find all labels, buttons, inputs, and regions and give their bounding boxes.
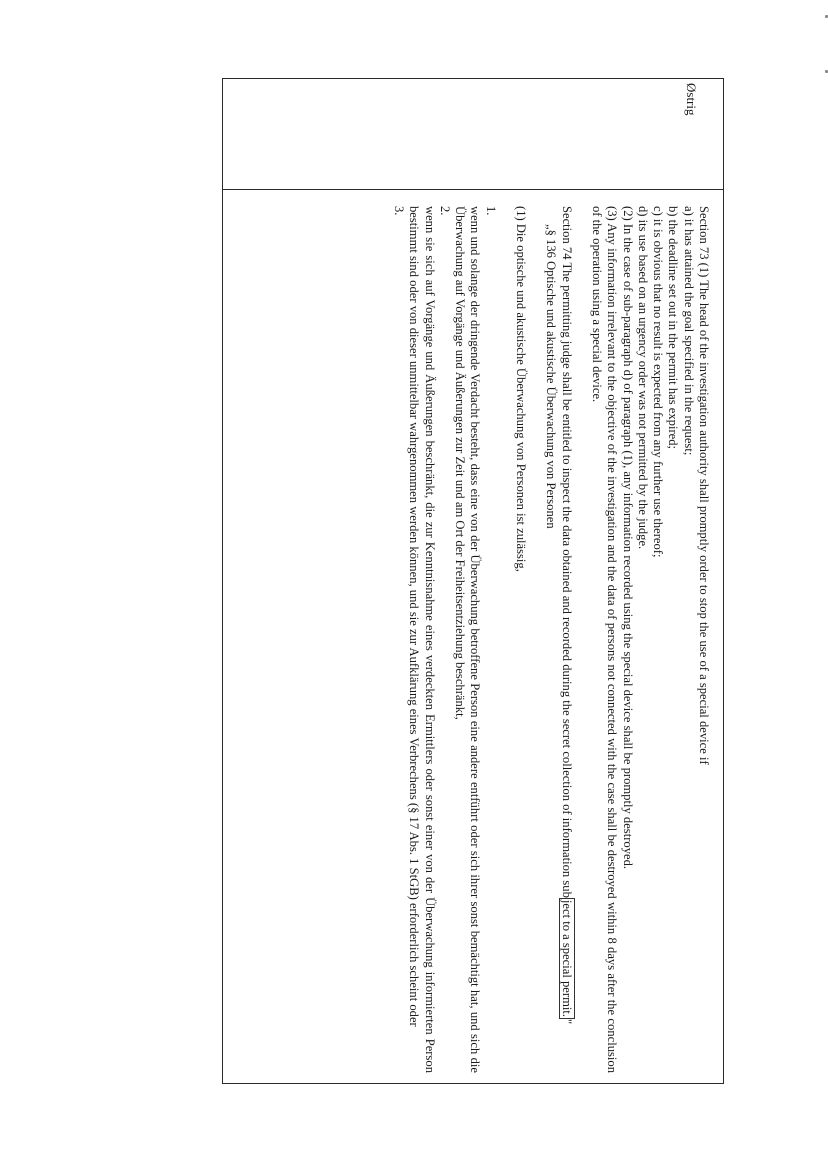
document-table: [222, 78, 724, 1084]
german-item-2: wenn sie sich auf Vorgänge und Äußerungen beschränkt, die zur Kenntnisnahme eines verdeckten Ermittlers oder sonst einer von der Überwachung informierten Person bestimmt sind oder von dieser unmittelbar wahrgenommen werden können, und sie zur Aufklärung eines Verbrechens (§ 17 Abs. 1 StGB) erforderlich scheint oder: [407, 206, 437, 1073]
section-73-item: a) it has attained the goal specified in the request;: [681, 206, 696, 456]
section-73-item: c) it is obvious that no result is expected from any further use thereof;: [651, 206, 666, 558]
german-heading: „§ 136 Optische und akustische Überwachung von Personen: [544, 224, 559, 529]
section-73-item: d) its use based on an urgency order was not permitted by the judge.: [635, 206, 650, 550]
spacer: [498, 206, 513, 1073]
german-number-2: 2.: [437, 206, 452, 216]
section-73-para-3: (3) Any information irrelevant to the objective of the investigation and the data of persons not connected with the case shall be destroyed within 8 days after the conclusion of the operation using a special device.: [589, 206, 620, 1073]
german-para-1: (1) Die optische und akustische Überwachung von Personen ist zulässig,: [514, 206, 529, 572]
section-74-boxed-text: ject to a special permit.: [559, 899, 574, 1018]
table-row: [223, 79, 724, 1084]
document-body: [391, 190, 723, 1083]
section-74-text-a: Section 74 The permitting judge shall be entitled to inspect the data obtained and recorded during the secret collection of information sub: [559, 206, 574, 898]
section-74-text: [558, 206, 573, 1073]
spacer: [528, 206, 543, 1073]
country-label: Østrig: [684, 83, 699, 116]
german-number-1: 1.: [483, 206, 498, 216]
section-73-item: b) the deadline set out in the permit has expired;: [666, 206, 681, 450]
country-cell: [223, 79, 724, 190]
content-cell: [223, 190, 724, 1084]
closing-quote: ": [559, 1019, 574, 1025]
german-number-3: 3.: [391, 206, 406, 216]
section-73-intro: Section 73 (1) The head of the investigation authority shall promptly order to stop the use of a special device if: [697, 206, 711, 765]
german-item-1: wenn und solange der dringende Verdacht besteht, dass eine von der Überwachung betroffene Person eine andere entführt oder sich ihrer sonst bemächtigt hat, und sich die Überwachung auf Vorgänge und Äußerungen zur Zeit und am Ort der Freiheitsentziehung beschränkt,: [453, 206, 483, 1073]
spacer: [574, 206, 589, 1073]
section-73-para-2: (2) In the case of sub-paragraph d) of paragraph (1), any information recorded using the special device shall be promptly destroyed.: [620, 206, 635, 870]
rotated-page: [222, 78, 724, 1084]
